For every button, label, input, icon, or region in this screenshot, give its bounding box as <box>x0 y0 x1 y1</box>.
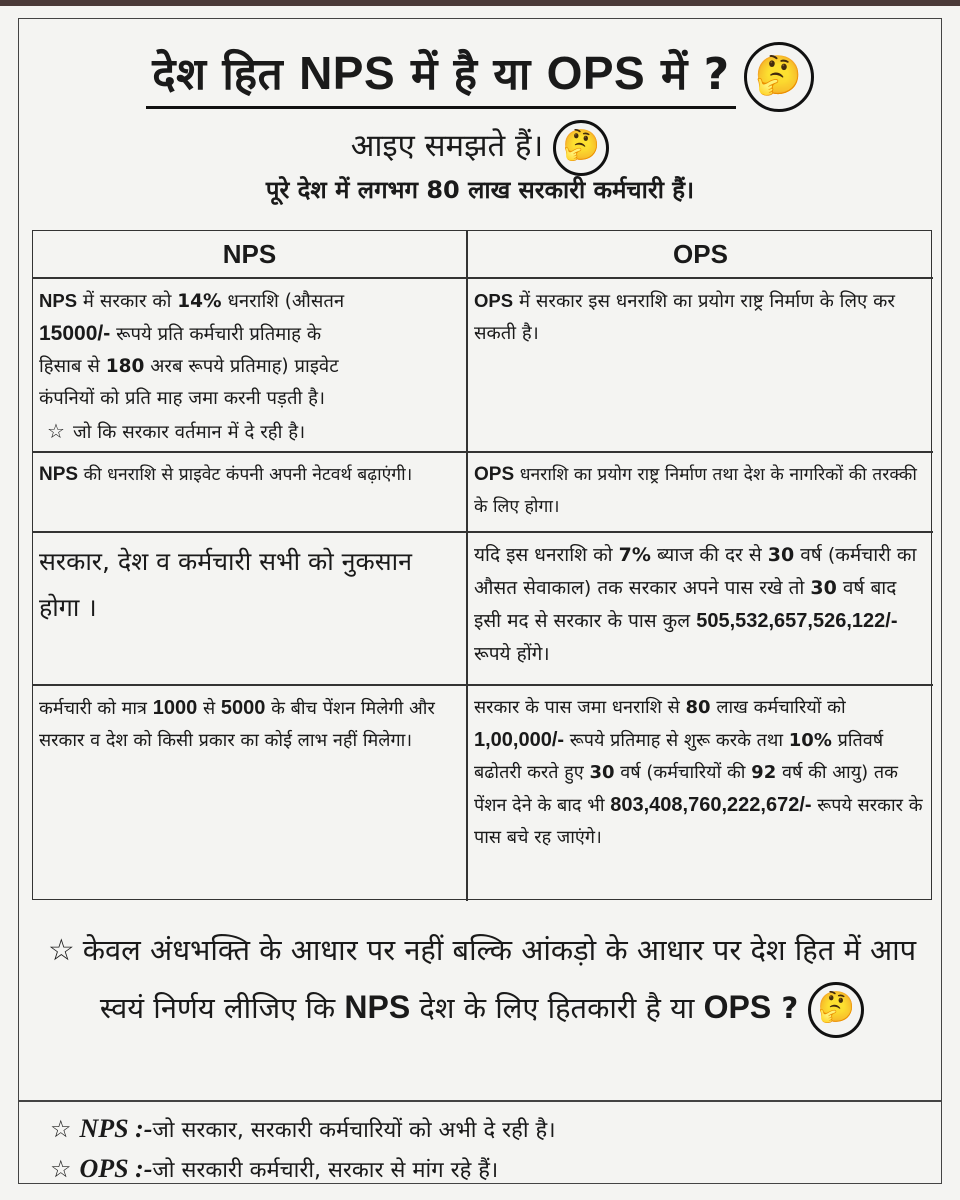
row2-ops-cell <box>468 453 933 531</box>
top-bar <box>0 0 960 6</box>
row3-ops-cell <box>468 533 933 684</box>
footer-text: जो सरकारी कर्मचारी, सरकार से मांग रहे हैं। <box>152 1158 499 1183</box>
text-fragment: धनराशि का प्रयोग राष्ट्र निर्माण तथा देश के नागरिकों की तरक्की के लिए होगा। <box>474 465 917 517</box>
nps-term: NPS <box>344 989 411 1025</box>
percent-value: 14% <box>177 291 222 312</box>
text-fragment: के बीच पेंशन मिलेगी और सरकार व देश को किसी प्रकार का कोई लाभ नहीं मिलेगा। <box>39 698 435 751</box>
years-value: 30 <box>810 577 837 599</box>
text-fragment: प्रतिवर्ष बढोतरी करते हुए <box>474 730 884 783</box>
employee-count-line: पूरे देश में लगभग 80 लाख सरकारी कर्मचारी हैं। <box>265 176 695 204</box>
text-fragment: अरब रूपये प्रतिमाह) प्राइवेट <box>144 356 339 377</box>
poster-title <box>0 42 960 112</box>
age-value: 92 <box>751 762 777 783</box>
thinking-face-icon: 🤔 <box>744 42 814 112</box>
text-fragment: की धनराशि से प्राइवेट कंपनी अपनी नेटवर्थ बढ़ाएंगी। <box>78 465 413 485</box>
text-fragment: लाख कर्मचारियों को <box>710 697 846 718</box>
count-value: 80 <box>685 697 711 718</box>
text-fragment: वर्ष बाद इसी मद से सरकार के पास कुल <box>474 577 897 632</box>
title-nps: NPS <box>299 47 396 99</box>
text-fragment: वर्ष की आयु) तक पेंशन देने के बाद भी <box>474 762 898 816</box>
text-fragment: ब्याज की दर से <box>650 544 768 566</box>
conclusion-text: देश के लिए हितकारी है या <box>410 991 704 1025</box>
text-fragment: हिसाब से <box>39 356 106 377</box>
text-fragment: यदि इस धनराशि को <box>474 544 619 566</box>
text-fragment: जो कि सरकार वर्तमान में दे रही है। <box>72 422 306 443</box>
footer-text: जो सरकार, सरकारी कर्मचारियों को अभी दे रही है। <box>152 1118 556 1143</box>
total-amount: 505,532,657,526,122/- <box>696 610 898 632</box>
text-fragment: वर्ष (कर्मचारियों की <box>614 762 752 783</box>
title-part-3: में ? <box>661 49 730 100</box>
comparison-table <box>32 230 932 900</box>
footer-line-ops <box>50 1152 498 1188</box>
title-part-2: में है या <box>411 49 531 100</box>
nps-term: NPS <box>39 464 79 485</box>
footer-label: OPS :- <box>79 1154 153 1183</box>
amount-value: 1000 <box>152 697 198 719</box>
text-fragment: वर्ष (कर्मचारी का औसत सेवाकाल) तक सरकार अपने पास रखे तो <box>474 544 917 599</box>
row3-nps-cell: सरकार, देश व कर्मचारी सभी को नुकसान होगा । <box>39 547 412 622</box>
text-fragment: कर्मचारी को मात्र <box>39 698 153 719</box>
header-ops: OPS <box>673 239 728 269</box>
title-underlined <box>146 44 735 109</box>
question-mark: ? <box>771 991 799 1025</box>
header-nps: NPS <box>222 239 277 269</box>
ops-term: OPS <box>474 464 515 485</box>
text-fragment: धनराशि (औसतन <box>221 291 345 312</box>
amount-value: 15000/- <box>39 322 111 345</box>
amount-value: 5000 <box>220 697 266 719</box>
star-icon: ☆ <box>47 933 75 968</box>
star-icon: ☆ <box>47 419 65 443</box>
percent-value: 10% <box>788 730 832 751</box>
years-value: 30 <box>589 762 615 783</box>
subtitle-text: आइए समझते हैं। <box>350 128 544 164</box>
text-line: कंपनियों को प्रति माह जमा करनी पड़ती है। <box>39 388 325 409</box>
amount-value: 180 <box>105 356 145 377</box>
row2-nps-cell <box>33 453 466 531</box>
thinking-face-icon: 🤔 <box>553 120 609 176</box>
title-part-1: देश हित <box>152 49 284 100</box>
star-icon: ☆ <box>50 1115 72 1143</box>
subtitle <box>0 118 960 176</box>
row4-ops-cell <box>468 686 933 899</box>
ops-term: OPS <box>474 290 514 311</box>
text-fragment: सरकार के पास जमा धनराशि से <box>474 697 686 718</box>
nps-term: NPS <box>39 290 78 311</box>
percent-value: 7% <box>618 544 651 566</box>
text-fragment: रूपये प्रतिमाह से शुरू करके तथा <box>564 730 789 751</box>
row4-nps-cell <box>33 686 466 899</box>
text-fragment: में सरकार को <box>77 291 178 312</box>
footer-label: NPS :- <box>79 1114 153 1143</box>
remaining-amount: 803,408,760,222,672/- <box>610 794 812 816</box>
ops-term: OPS <box>703 989 772 1025</box>
row1-nps-cell <box>33 279 466 451</box>
footer-line-nps <box>50 1112 556 1148</box>
thinking-face-icon: 🤔 <box>808 982 864 1038</box>
text-fragment: में सरकार इस धनराशि का प्रयोग राष्ट्र निर्माण के लिए कर सकती है। <box>474 291 895 344</box>
text-fragment: रूपये प्रति कर्मचारी प्रतिमाह के <box>110 324 322 345</box>
text-fragment: से <box>197 698 221 719</box>
divider <box>18 1100 942 1102</box>
years-value: 30 <box>767 544 795 566</box>
amount-value: 1,00,000/- <box>474 729 565 751</box>
conclusion-block <box>32 900 932 1038</box>
conclusion-text: केवल अंधभक्ति के आधार पर नहीं बल्कि आंकड़ो के आधार पर देश हित में आप स्वयं निर्णय लीजिए कि <box>82 933 917 1025</box>
star-icon: ☆ <box>50 1155 72 1183</box>
text-fragment: रूपये सरकार के पास बचे रह जाएंगे। <box>474 795 923 848</box>
text-fragment: रूपये होंगे। <box>474 643 550 665</box>
title-ops: OPS <box>546 47 646 99</box>
row1-ops-cell <box>468 279 933 451</box>
